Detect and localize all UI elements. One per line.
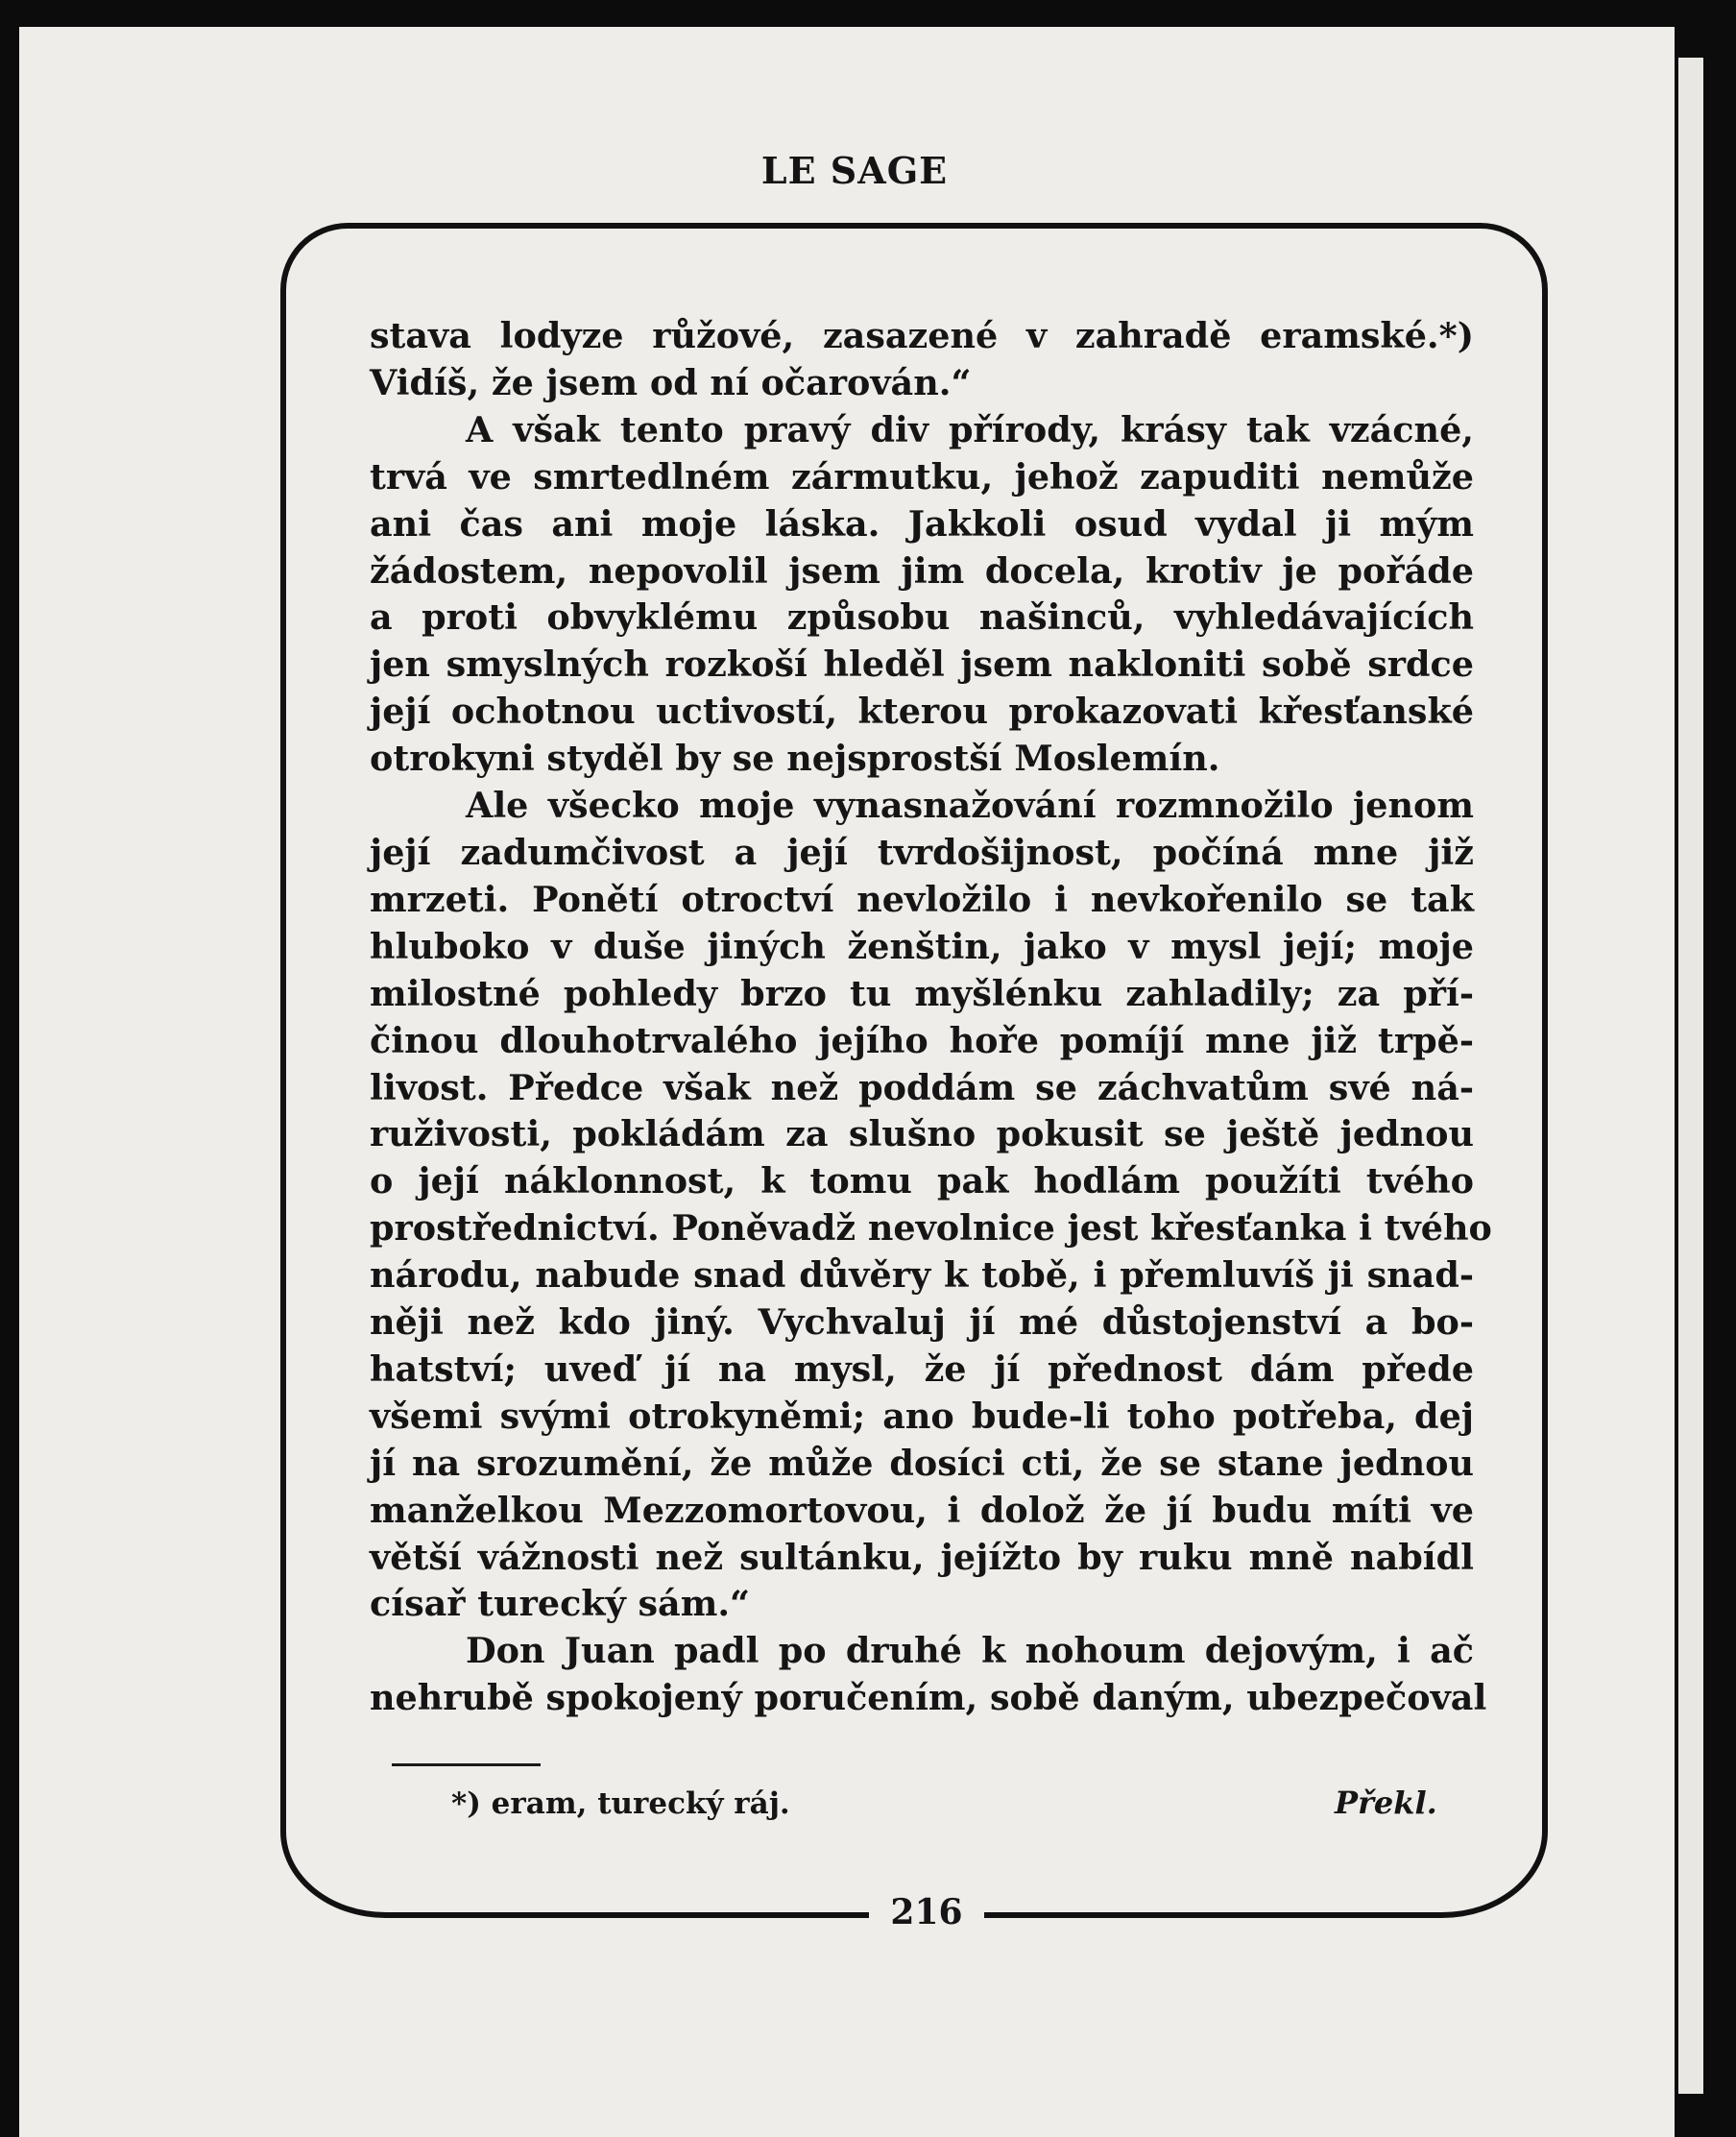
text-line: císař turecký sám.“ (370, 1583, 751, 1625)
text-line: hluboko v duše jiných ženštin, jako v mysl její; moje (370, 925, 1474, 967)
page-number: 216 (890, 1892, 963, 1932)
text-line: Vidíš, že jsem od ní očarován.“ (370, 361, 972, 403)
text-line: nehrubě spokojený poručením, sobě daným, ubezpečoval (370, 1677, 1487, 1719)
text-line: a proti obvyklému způsobu našinců, vyhledávajících (370, 596, 1474, 639)
text-line: stava lodyze růžové, zasazené v zahradě eramské.*) (370, 315, 1474, 356)
text-line: ani čas ani moje láska. Jakkoli osud vydal ji mým (370, 502, 1474, 545)
text-line: o její náklonnost, k tomu pak hodlám použíti tvého (370, 1160, 1474, 1202)
text-line: žádostem, nepovolil jsem jim docela, krotiv je pořáde (370, 549, 1474, 592)
text-line: národu, nabude snad důvěry k tobě, i přemluvíš ji snad- (370, 1254, 1474, 1297)
text-line: A však tento pravý div přírody, krásy tak vzácné, (466, 408, 1474, 450)
footnote-rule (392, 1763, 541, 1766)
text-line: jí na srozumění, že může dosíci cti, že se stane jednou (370, 1442, 1474, 1484)
text-line: činou dlouhotrvalého jejího hoře pomíjí mne již trpě- (370, 1019, 1474, 1061)
text-line: milostné pohledy brzo tu myšlénku zahladily; za pří- (370, 972, 1474, 1014)
adjacent-page-edge (1678, 58, 1703, 2094)
footnote: *) eram, turecký ráj. (451, 1786, 790, 1821)
text-line: livost. Předce však než poddám se záchvatům své ná- (370, 1066, 1474, 1108)
translator-note: Překl. (1335, 1785, 1437, 1821)
text-line: všemi svými otrokyněmi; ano bude-li toho potřeba, dej (370, 1395, 1474, 1437)
text-line: větší vážnosti než sultánku, jejížto by ruku mně nabídl (370, 1536, 1474, 1578)
text-line: manželkou Mezzomortovou, i dolož že jí budu míti ve (370, 1489, 1474, 1531)
text-line: jen smyslných rozkoší hleděl jsem nakloniti sobě srdce (370, 644, 1474, 686)
text-line: její ochotnou uctivostí, kterou prokazovati křesťanské (370, 691, 1474, 733)
running-header: LE SAGE (760, 149, 949, 192)
text-line: její zadumčivost a její tvrdošijnost, počíná mne již (370, 831, 1474, 873)
body-text (370, 313, 1492, 1722)
text-line: Ale všecko moje vynasnažování rozmnožilo jenom (466, 785, 1474, 827)
text-line: trvá ve smrtedlném zármutku, jehož zapuditi nemůže (370, 455, 1474, 498)
text-line: hatství; uveď jí na mysl, že jí přednost dám přede (370, 1348, 1474, 1390)
text-line: ruživosti, pokládám za slušno pokusit se ještě jednou (370, 1113, 1474, 1155)
text-line: něji než kdo jiný. Vychvaluj jí mé důstojenství a bo- (370, 1301, 1474, 1344)
text-line: mrzeti. Ponětí otroctví nevložilo i nevkořenilo se tak (370, 878, 1474, 920)
text-line: Don Juan padl po druhé k nohoum dejovým, i ač (466, 1630, 1474, 1672)
text-line: prostřednictví. Poněvadž nevolnice jest křesťanka i tvého (370, 1207, 1492, 1250)
text-line: otrokyni styděl by se nejsprostší Moslemín. (370, 738, 1220, 780)
